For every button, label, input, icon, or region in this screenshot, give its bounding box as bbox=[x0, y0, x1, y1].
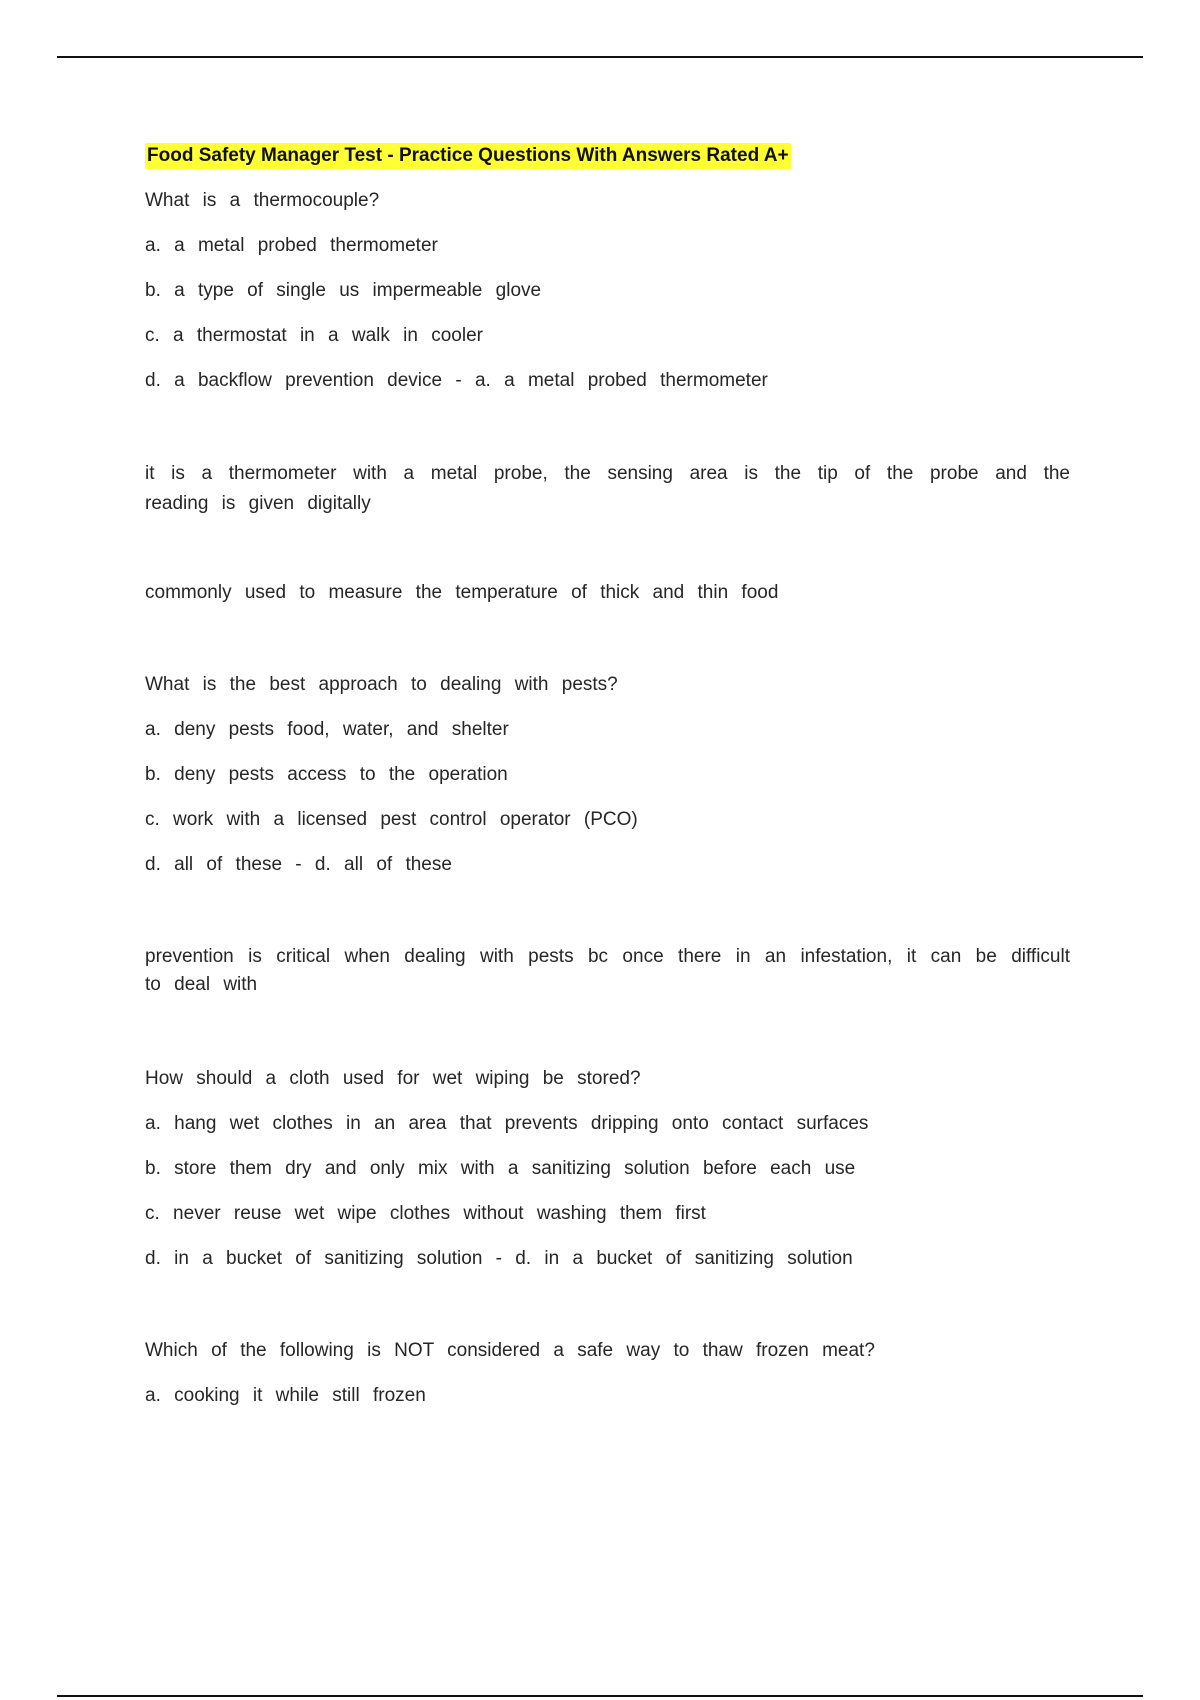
top-rule bbox=[57, 56, 1143, 58]
question-4: Which of the following is NOT considered a safe way to thaw frozen meat? bbox=[145, 1340, 875, 1361]
question-3: How should a cloth used for wet wiping be stored? bbox=[145, 1068, 641, 1089]
question-4-option-a: a. cooking it while still frozen bbox=[145, 1385, 426, 1406]
question-2-option-d-answer: d. all of these - d. all of these bbox=[145, 854, 452, 875]
document-body bbox=[145, 143, 1070, 1408]
question-1-option-d-answer: d. a backflow prevention device - a. a metal probed thermometer bbox=[145, 370, 768, 391]
question-3-option-d-answer: d. in a bucket of sanitizing solution - d. in a bucket of sanitizing solution bbox=[145, 1248, 853, 1269]
question-3-option-c: c. never reuse wet wipe clothes without washing them first bbox=[145, 1203, 706, 1224]
question-1-explanation: it is a thermometer with a metal probe, the sensing area is the tip of the probe and the reading is given digitally bbox=[145, 463, 1070, 514]
question-3-option-b: b. store them dry and only mix with a sanitizing solution before each use bbox=[145, 1158, 856, 1179]
question-2-option-c: c. work with a licensed pest control operator (PCO) bbox=[145, 809, 638, 830]
question-2-option-b: b. deny pests access to the operation bbox=[145, 764, 508, 785]
question-1-option-c: c. a thermostat in a walk in cooler bbox=[145, 325, 483, 346]
question-1: What is a thermocouple? bbox=[145, 190, 380, 211]
question-1-option-a: a. a metal probed thermometer bbox=[145, 235, 438, 256]
question-1-note: commonly used to measure the temperature of thick and thin food bbox=[145, 582, 779, 603]
question-3-option-a: a. hang wet clothes in an area that prevents dripping onto contact surfaces bbox=[145, 1113, 869, 1134]
question-2-explanation: prevention is critical when dealing with pests bc once there in an infestation, it can be difficult to deal with bbox=[145, 946, 1070, 995]
document-title: Food Safety Manager Test - Practice Questions With Answers Rated A+ bbox=[145, 143, 791, 169]
question-1-option-b: b. a type of single us impermeable glove bbox=[145, 280, 542, 301]
question-2: What is the best approach to dealing with pests? bbox=[145, 674, 618, 695]
bottom-rule bbox=[57, 1695, 1143, 1697]
question-2-option-a: a. deny pests food, water, and shelter bbox=[145, 719, 509, 740]
